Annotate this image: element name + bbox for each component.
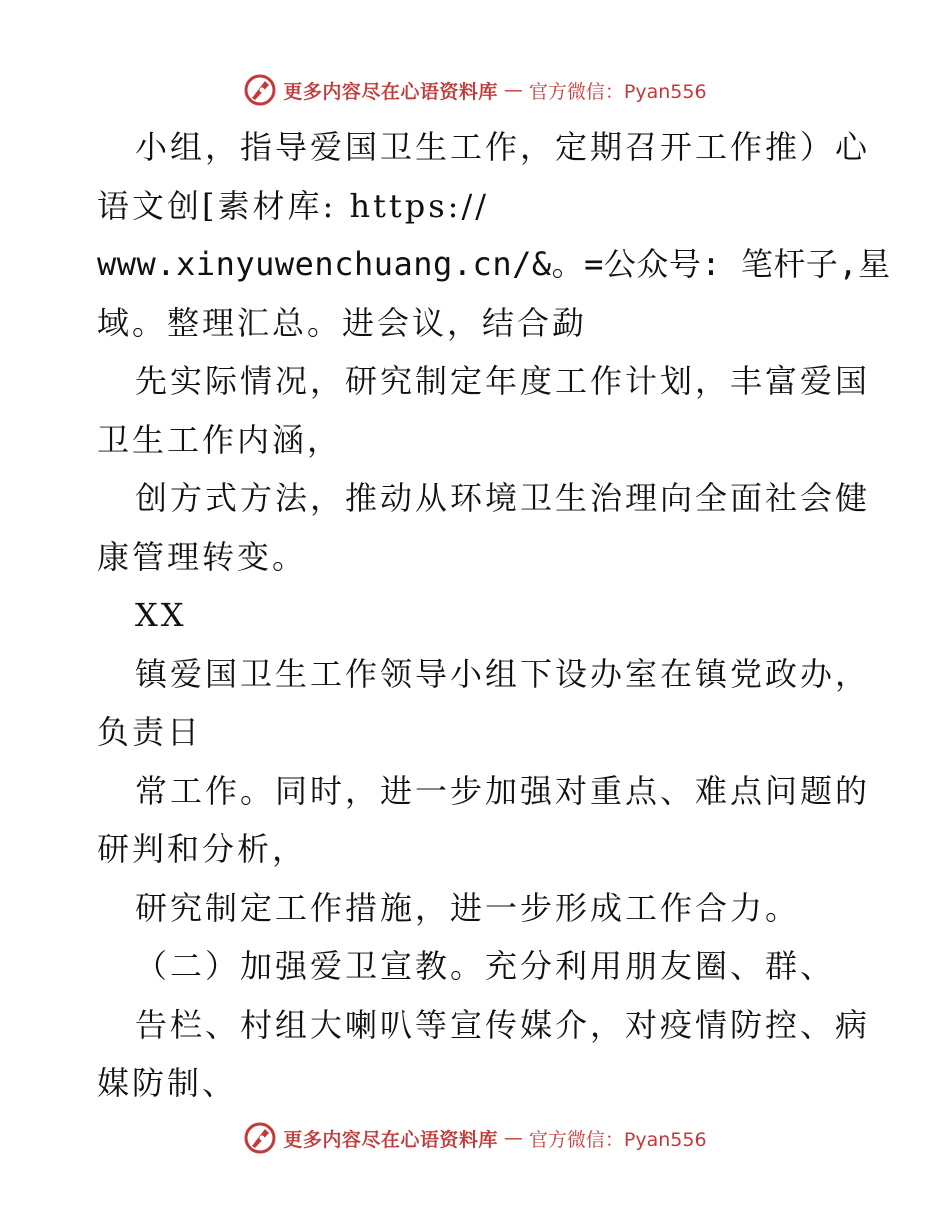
document-body xyxy=(97,118,891,1113)
text-line: 研究制定工作措施，进一步形成工作合力。 xyxy=(135,888,801,927)
banner-wechat: 官方微信：Pyan556 xyxy=(528,1128,707,1151)
banner-title: 更多内容尽在心语资料库 xyxy=(283,80,498,103)
banner-separator: — xyxy=(503,79,523,101)
text-line: 负责日 xyxy=(97,713,203,751)
text-line: 康管理转变。 xyxy=(97,537,308,576)
banner-wechat: 官方微信：Pyan556 xyxy=(528,80,707,103)
text-line: 先实际情况，研究制定年度工作计划，丰富爱国 xyxy=(135,362,871,400)
quill-pen-logo-icon xyxy=(243,73,277,107)
header-banner xyxy=(0,70,950,110)
text-line-part: 语文创[素材库: https:// xyxy=(97,186,490,225)
footer-banner xyxy=(0,1118,950,1158)
text-line: 常工作。同时，进一步加强对重点、难点问题的 xyxy=(135,771,871,810)
quill-pen-logo-icon xyxy=(243,1121,277,1155)
text-line: 卫生工作内涵， xyxy=(97,420,343,459)
text-line: 小组，指导爱国卫生工作，定期召开工作推）心 xyxy=(135,128,871,166)
banner-separator: — xyxy=(503,1127,523,1149)
text-line xyxy=(97,177,857,236)
text-line: 镇爱国卫生工作领导小组下设办室在镇党政办， xyxy=(135,654,871,693)
text-line: （二）加强爱卫宣教。充分利用朋友圈、群、 xyxy=(135,947,836,985)
text-line: www.xinyuwenchuang.cn/&。=公众号: 笔杆子,星 xyxy=(97,245,891,283)
text-line: 告栏、村组大喇叭等宣传媒介，对疫情防控、病 xyxy=(135,1005,871,1044)
text-line: 媒防制、 xyxy=(97,1064,238,1102)
banner-title: 更多内容尽在心语资料库 xyxy=(283,1128,498,1151)
text-line: 研判和分析， xyxy=(97,830,308,868)
text-line: 创方式方法，推动从环境卫生治理向全面社会健 xyxy=(135,479,871,517)
text-line: 域。整理汇总。进会议，结合勐 xyxy=(97,303,588,342)
text-line: XX xyxy=(135,596,187,634)
